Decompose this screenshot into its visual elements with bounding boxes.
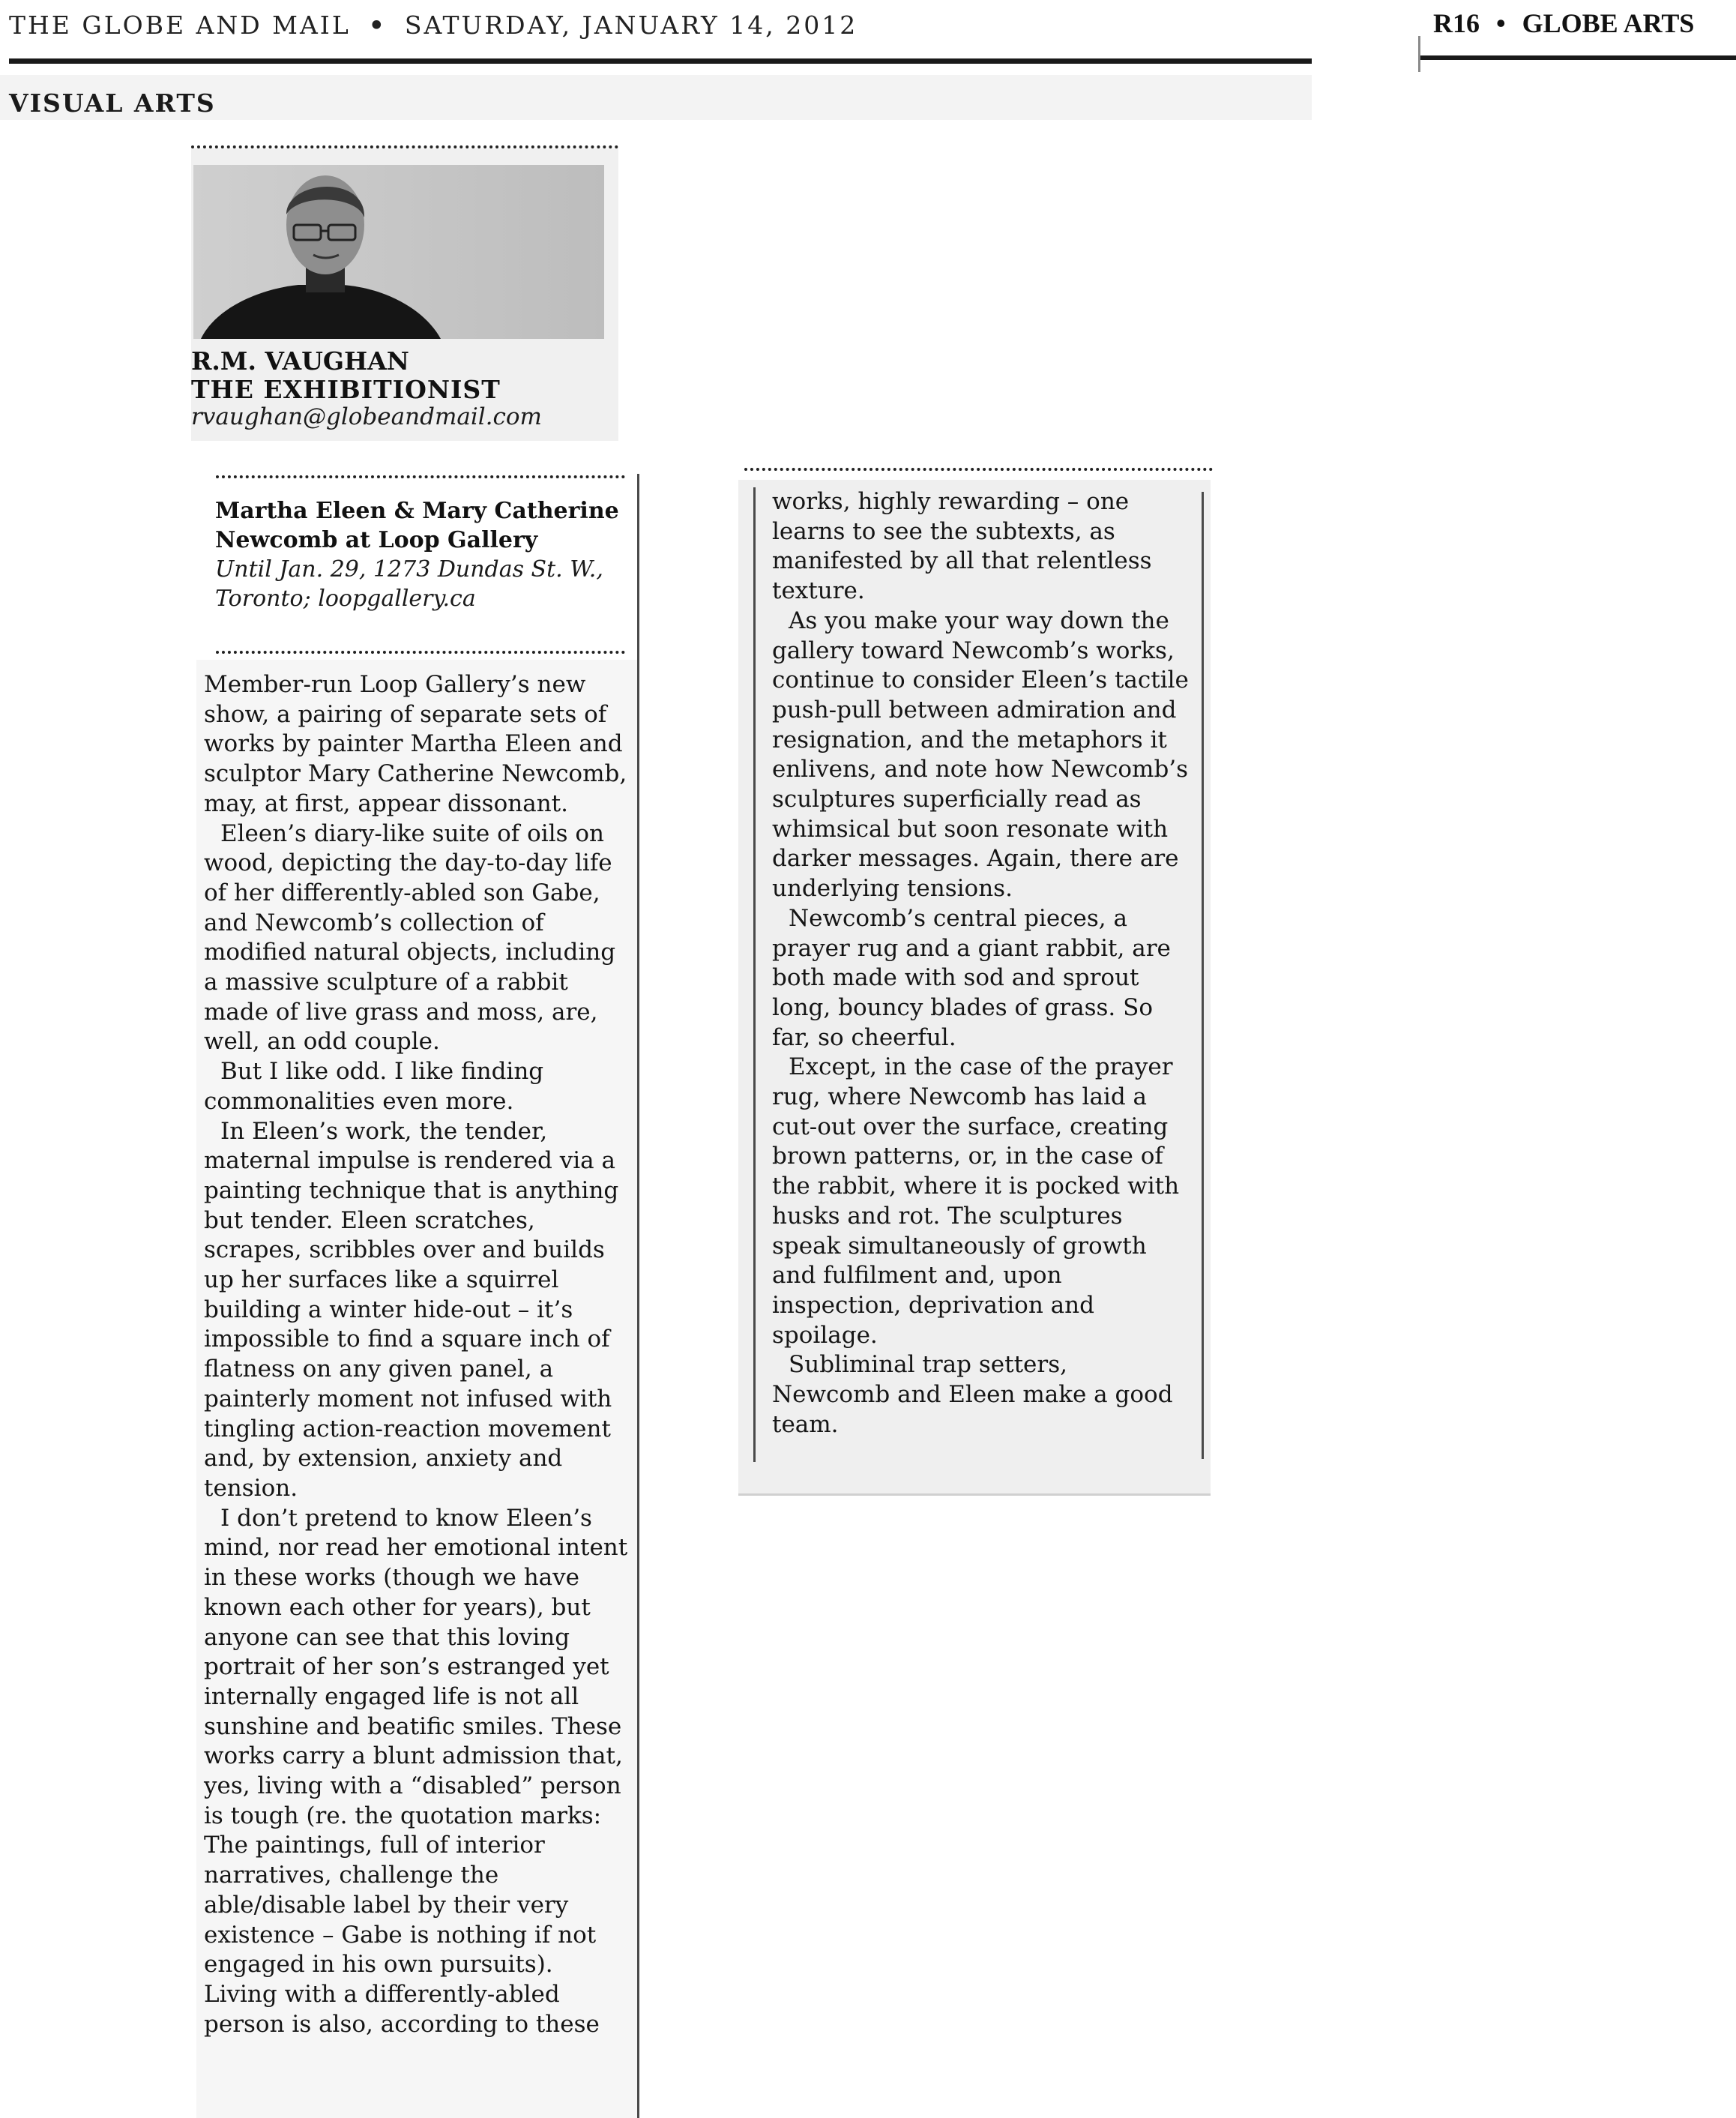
issue-date: SATURDAY, JANUARY 14, 2012 <box>404 10 858 40</box>
exhibition-details: Until Jan. 29, 1273 Dundas St. W., Toronto; loopgallery.ca <box>215 556 603 612</box>
paragraph: Newcomb’s central pieces, a prayer rug and a giant rabbit, are both made with sod and sprout long, bouncy blades of grass. So far, so cheerful. <box>772 904 1171 1051</box>
masthead-separator-right: • <box>1496 8 1506 38</box>
paragraph: works, highly rewarding – one learns to see the subtexts, as manifested by all that relentless texture. <box>772 488 1152 605</box>
section-label: VISUAL ARTS <box>9 88 216 118</box>
article-column-2 <box>772 487 1192 1440</box>
page-number: R16 <box>1433 8 1480 38</box>
info-bottom-rule <box>216 651 625 654</box>
column-2-bottom-rule <box>738 1493 1211 1496</box>
column-name: THE EXHIBITIONIST <box>191 375 501 404</box>
section-name: GLOBE ARTS <box>1522 8 1695 38</box>
paragraph: Except, in the case of the prayer rug, where Newcomb has laid a cut-out over the surface, creating brown patterns, or, in the case of the rabbit, where it is pocked with husks and rot. The sculptures speak simultaneously of growth and fulfilment and, upon inspection, deprivation and spoilage. <box>772 1053 1180 1349</box>
paragraph: But I like odd. I like finding commonalities even more. <box>204 1058 544 1115</box>
column-2-right-rule <box>1202 492 1204 1459</box>
masthead-separator: • <box>368 10 387 40</box>
author-email: rvaughan@globeandmail.com <box>191 403 542 430</box>
paragraph: Member-run Loop Gallery’s new show, a pairing of separate sets of works by painter Martha Eleen and sculptor Mary Catherine Newcomb, may, at first, appear dissonant. <box>204 671 627 817</box>
paragraph: I don’t pretend to know Eleen’s mind, nor read her emotional intent in these works (though we have known each other for years), but anyone can see that this loving portrait of her son’s estranged yet internally engaged life is not all sunshine and beatific smiles. These works carry a blunt admission that, yes, living with a “disabled” person is tough (re. the quotation marks: The paintings, full of interior narratives, challenge the able/disable label by their very existence – Gabe is nothing if not engaged in his own pursuits). Living with a differently-abled person is also, according to these <box>204 1504 628 2038</box>
column-2-top-rule <box>744 468 1213 471</box>
masthead-rule <box>9 58 1312 64</box>
paragraph: Eleen’s diary-like suite of oils on wood, depicting the day-to-day life of her differently-abled son Gabe, and Newcomb’s collection of modified natural objects, including a massive sculpture of a rabbit made of live grass and moss, are, well, an odd couple. <box>204 819 616 1056</box>
article-column-1 <box>204 670 630 2039</box>
paragraph: In Eleen’s work, the tender, maternal impulse is rendered via a painting technique that is anything but tender. Eleen scratches, scrapes, scribbles over and builds up her surfaces like a squirrel building a winter hide-out – it’s impossible to find a square inch of flatness on any given panel, a painterly moment not infused with tingling action-reaction movement and, by extension, anxiety and tension. <box>204 1117 619 1502</box>
paragraph: As you make your way down the gallery toward Newcomb’s works, continue to consider Eleen’s tactile push-pull between admiration and resignation, and the metaphors it enlivens, and note how Newcomb’s sculptures superficially read as whimsical but soon resonate with darker messages. Again, there are underlying tensions. <box>772 607 1189 903</box>
author-portrait-icon <box>193 165 604 339</box>
masthead-left <box>9 10 858 40</box>
page-corner-rule <box>1418 36 1420 72</box>
author-name: R.M. VAUGHAN <box>191 346 409 376</box>
paragraph: Subliminal trap setters, Newcomb and Eleen make a good team. <box>772 1351 1173 1438</box>
masthead-rule-right <box>1420 55 1736 60</box>
info-top-rule <box>216 475 625 478</box>
column-2-left-rule <box>753 487 756 1462</box>
column-divider <box>637 474 639 2118</box>
exhibition-title: Martha Eleen & Mary Catherine Newcomb at Loop Gallery <box>215 498 619 553</box>
masthead-right <box>1433 7 1694 39</box>
newspaper-name: THE GLOBE AND MAIL <box>9 10 351 40</box>
